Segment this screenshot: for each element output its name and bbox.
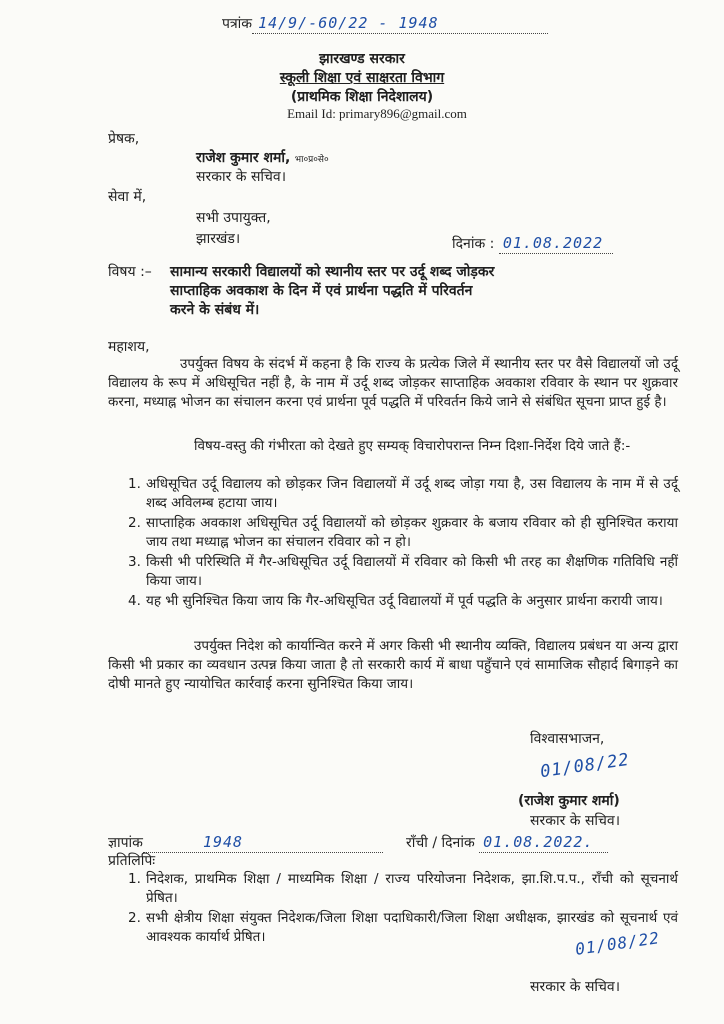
signatory-designation: सरकार के सचिव। <box>530 813 621 829</box>
directive-item: 3. किसी भी परिस्थिति में गैर-अधिसूचित उर्दू विद्यालयों में रविवार को किसी भी तरह का शैक्षणिक गतिविधि नहीं किया जाय। <box>128 554 678 589</box>
sender-designation: सरकार के सचिव। <box>196 169 287 185</box>
date-value: 01.08.2022 <box>499 234 613 254</box>
copy-designation: सरकार के सचिव। <box>530 979 621 995</box>
copy-item: 1. निदेशक, प्राथमिक शिक्षा / माध्यमिक शिक्षा / राज्य परियोजना निदेशक, झा.शि.प.प., राँची को सूचनार्थ प्रेषित। <box>128 871 678 906</box>
memo-place-date <box>406 833 608 853</box>
paragraph-1: उपर्युक्त विषय के संदर्भ में कहना है कि राज्य के प्रत्येक जिले में स्थानीय स्तर पर वैसे विद्यालयों जो उर्दू विद्यालय के रूप में अधिसूचित नहीं है, के नाम में उर्दू शब्द जोड़कर साप्ताहिक अवकाश रविवार के स्थान पर शुक्रवार करना, मध्याह्न भोजन का संचालन करना एवं प्रार्थना पूर्व पद्धति में परिवर्तन किये जाने से संबंधित सूचना प्राप्त हुई है। <box>108 356 678 410</box>
date-label: दिनांक : <box>452 236 495 252</box>
paragraph-3: उपर्युक्त निदेश को कार्यान्वित करने में अगर किसी भी स्थानीय व्यक्ति, विद्यालय प्रबंधन या अन्य द्वारा किसी भी प्रकार का व्यवधान उत्पन्न किया जाता है तो सरकारी कार्य में बाधा पहुँचाने एवं सामाजिक सौहार्द बिगाड़ने का दोषी मानते हुए न्यायोचित कार्रवाई करना सुनिश्चित किया जाय। <box>108 638 678 692</box>
memo-line <box>108 833 383 853</box>
letter-number: पत्रांक 14/9/-60/22 - 1948 <box>222 14 548 34</box>
copy-label: प्रतिलिपिः <box>108 853 156 869</box>
recipient-line-2: झारखंड। <box>196 231 241 247</box>
signatory-name: (राजेश कुमार शर्मा) <box>518 793 620 809</box>
paragraph-2: विषय-वस्तु की गंभीरता को देखते हुए सम्यक् विचारोपरान्त निम्न दिशा-निर्देश दिये जाते हैं:- <box>194 438 631 454</box>
letter-number-value: 14/9/-60/22 - 1948 <box>252 14 548 34</box>
copy-signature-date: 01/08/22 <box>574 928 661 959</box>
copy-list <box>128 870 678 947</box>
directive-list <box>128 475 678 611</box>
sender-label: प्रेषक, <box>108 131 140 147</box>
govt-title: झारखण्ड सरकार <box>319 51 405 67</box>
recipient-label: सेवा में, <box>108 189 147 205</box>
memo-place-date-label: राँची / दिनांक <box>406 835 475 851</box>
email: Email Id: primary896@gmail.com <box>287 106 467 121</box>
copy-item: 2. सभी क्षेत्रीय शिक्षा संयुक्त निदेशक/जिला शिक्षा पदाधिकारी/जिला शिक्षा अधीक्षक, झारखंड को सूचनार्थ एवं आवश्यक कार्यार्थ प्रेषित। <box>128 910 678 945</box>
subject-line-2: साप्ताहिक अवकाश के दिन में एवं प्रार्थना पद्धति में परिवर्तन <box>170 283 473 299</box>
subject-label: विषय :– <box>108 264 152 280</box>
subject-line-1: सामान्य सरकारी विद्यालयों को स्थानीय स्तर पर उर्दू शब्द जोड़कर <box>170 264 495 280</box>
signature-date: 01/08/22 <box>539 749 631 783</box>
directive-item: 4. यह भी सुनिश्चित किया जाय कि गैर-अधिसूचित उर्दू विद्यालयों में पूर्व पद्धति के अनुसार प्रार्थना करायी जाय। <box>128 593 663 609</box>
dept-title: स्कूली शिक्षा एवं साक्षरता विभाग <box>279 70 445 86</box>
salutation: महाशय, <box>108 339 150 355</box>
memo-label: ज्ञापांक <box>108 835 143 851</box>
closing: विश्वासभाजन, <box>530 731 605 747</box>
sender-name-line <box>196 149 329 170</box>
sender-name: राजेश कुमार शर्मा, <box>196 150 291 166</box>
memo-date: 01.08.2022. <box>479 833 608 853</box>
memo-number: 1948 <box>143 833 383 853</box>
directorate-title: (प्राथमिक शिक्षा निदेशालय) <box>290 89 434 105</box>
subject-line-3: करने के संबंध में। <box>170 302 260 318</box>
date-line <box>452 234 613 254</box>
directive-item: 1. अधिसूचित उर्दू विद्यालय को छोड़कर जिन विद्यालयों में उर्दू शब्द जोड़ा गया है, उस विद्यालय के नाम में से उर्दू शब्द अविलम्ब हटाया जाय। <box>128 476 678 511</box>
sender-service: भा०प्र०से० <box>294 155 329 165</box>
directive-item: 2. साप्ताहिक अवकाश अधिसूचित उर्दू विद्यालयों को छोड़कर शुक्रवार के बजाय रविवार को ही सुनिश्चित कराया जाय तथा मध्याह्न भोजन का संचालन रविवार को न हो। <box>128 515 678 550</box>
recipient-line-1: सभी उपायुक्त, <box>196 210 271 226</box>
